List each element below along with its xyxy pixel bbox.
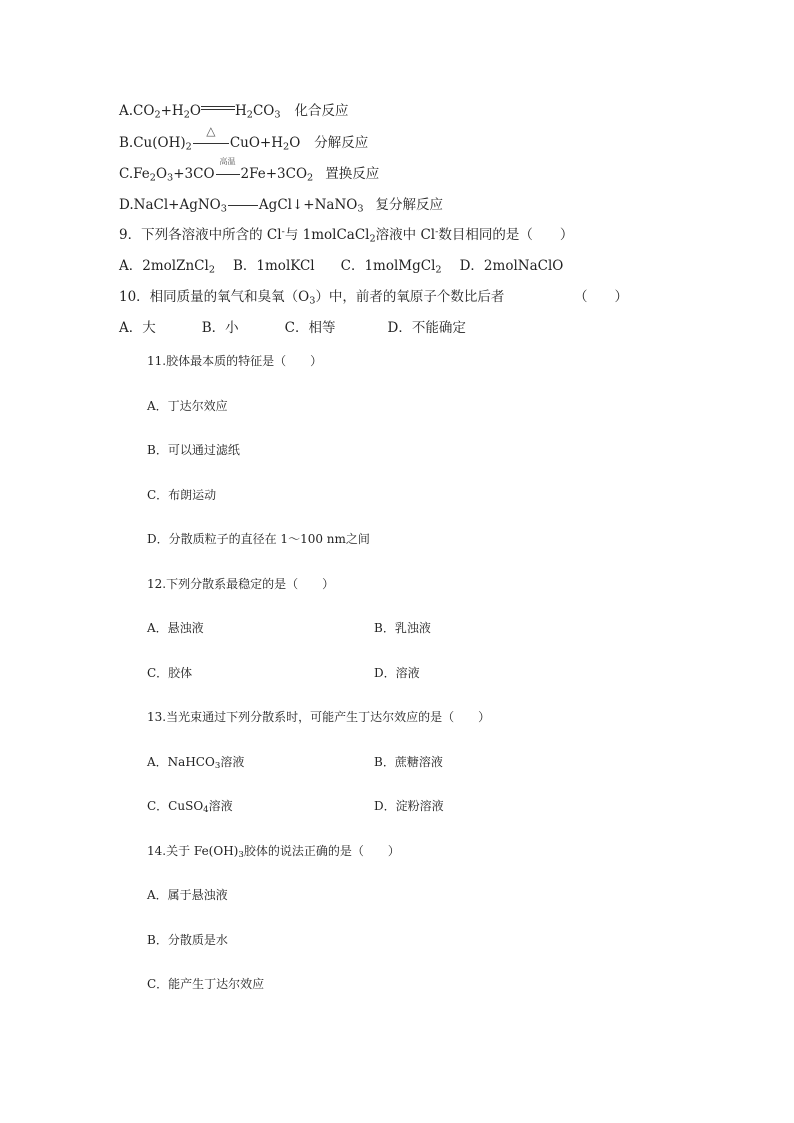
text: O — [289, 135, 301, 151]
text: 溶液 — [220, 755, 245, 769]
text: CuO+H — [229, 135, 283, 151]
question-9-stem — [119, 226, 574, 245]
option-c-reaction — [119, 157, 380, 184]
text: H — [234, 103, 247, 119]
text: 数目相同的是（ ） — [438, 227, 574, 243]
question-11-option-a: A．丁达尔效应 — [147, 399, 228, 413]
option-c: C．相等 — [284, 320, 336, 336]
question-11-option-b: B．可以通过滤纸 — [147, 443, 240, 457]
heat-condition — [193, 124, 229, 151]
reversible-arrow-icon — [201, 106, 235, 112]
subscript: 2 — [369, 233, 376, 245]
reaction-type: 分解反应 — [314, 135, 369, 151]
text: 14.关于 Fe(OH) — [147, 844, 239, 858]
question-12-stem: 12.下列分散系最稳定的是（ ） — [147, 577, 335, 591]
question-11-stem: 11.胶体最本质的特征是（ ） — [147, 354, 323, 368]
question-14-stem — [147, 844, 400, 861]
question-10-options — [119, 322, 466, 336]
high-temperature-condition — [216, 157, 240, 182]
subscript: 3 — [214, 761, 221, 772]
subscript: 4 — [203, 805, 209, 816]
question-12-option-d: D．溶液 — [374, 666, 420, 680]
subscript: 2 — [307, 172, 314, 184]
question-13-option-c — [147, 799, 233, 816]
option-b: B．小 — [201, 320, 239, 336]
option-d: D．不能确定 — [387, 320, 466, 336]
text: O — [155, 166, 168, 182]
text: C.Fe — [119, 166, 150, 182]
text: A．NaHCO — [147, 755, 215, 769]
subscript: 3 — [274, 109, 281, 121]
subscript: 2 — [246, 109, 253, 121]
question-11-option-c: C．布朗运动 — [147, 488, 217, 502]
subscript: 3 — [238, 850, 244, 861]
option-d: D．2molNaClO — [459, 258, 564, 274]
subscript: 3 — [309, 295, 316, 307]
subscript: 2 — [185, 141, 192, 153]
subscript: 3 — [167, 172, 174, 184]
question-14-option-a: A．属于悬浊液 — [147, 888, 228, 902]
text: 与 1molCaCl — [284, 227, 370, 243]
text: D.NaCl+AgNO — [119, 197, 221, 213]
subscript: 3 — [357, 203, 364, 215]
text: +H — [160, 103, 184, 119]
text: 胶体的说法正确的是（ ） — [243, 844, 400, 858]
text: 溶液 — [208, 799, 233, 813]
option-a: A．大 — [119, 320, 156, 336]
option-a: A．2molZnCl — [119, 258, 209, 274]
text: ）中，前者的氧原子个数比后者 — [315, 289, 505, 305]
heat-icon: △ — [206, 124, 216, 138]
reaction-type: 复分解反应 — [375, 197, 444, 213]
question-12-option-b: B．乳浊液 — [374, 621, 431, 635]
text: CO — [252, 103, 275, 119]
question-12-option-a: A．悬浊液 — [147, 621, 204, 635]
question-13-option-d: D．淀粉溶液 — [374, 799, 444, 813]
question-13-option-a — [147, 755, 245, 772]
reaction-type: 化合反应 — [294, 103, 349, 119]
reaction-type: 置换反应 — [325, 166, 380, 182]
text: （ ） — [574, 289, 628, 305]
question-13-option-b: B．蔗糖溶液 — [374, 755, 443, 769]
question-14-option-c: C．能产生丁达尔效应 — [147, 977, 265, 991]
text: 9．下列各溶液中所含的 Cl — [119, 227, 282, 243]
question-14-option-b: B．分散质是水 — [147, 933, 228, 947]
condition-label: 高温 — [219, 157, 236, 166]
subscript: 3 — [220, 203, 227, 215]
question-11-option-d: D．分散质粒子的直径在 1～100 nm之间 — [147, 532, 370, 546]
text: O — [189, 103, 201, 119]
subscript: 2 — [208, 264, 215, 276]
text: A.CO — [119, 103, 155, 119]
subscript: 2 — [283, 141, 290, 153]
text: 溶液中 Cl — [375, 227, 436, 243]
superscript: - — [435, 226, 439, 238]
superscript: - — [281, 226, 285, 238]
text: 10．相同质量的氧气和臭氧（O — [119, 289, 310, 305]
question-10-stem — [119, 291, 504, 305]
option-b-reaction — [119, 124, 369, 153]
question-12-option-c: C．胶体 — [147, 666, 193, 680]
subscript: 2 — [149, 172, 156, 184]
text: +3CO — [173, 166, 215, 182]
question-10-answer-bracket — [574, 291, 628, 305]
option-b: B．1molKCl — [233, 258, 315, 274]
text: 2Fe+3CO — [240, 166, 308, 182]
option-d-reaction — [119, 198, 443, 213]
question-13-stem: 13.当光束通过下列分散系时，可能产生丁达尔效应的是（ ） — [147, 710, 491, 724]
option-c: C．1molMgCl — [340, 258, 436, 274]
subscript: 2 — [154, 109, 161, 121]
question-9-options — [119, 260, 563, 274]
text: B.Cu(OH) — [119, 135, 186, 151]
text: C．CuSO — [147, 799, 204, 813]
subscript: 2 — [435, 264, 442, 276]
subscript: 2 — [183, 109, 190, 121]
text: AgCl↓+NaNO — [258, 197, 358, 213]
equals-sign — [228, 198, 258, 213]
option-a-reaction — [119, 105, 349, 119]
